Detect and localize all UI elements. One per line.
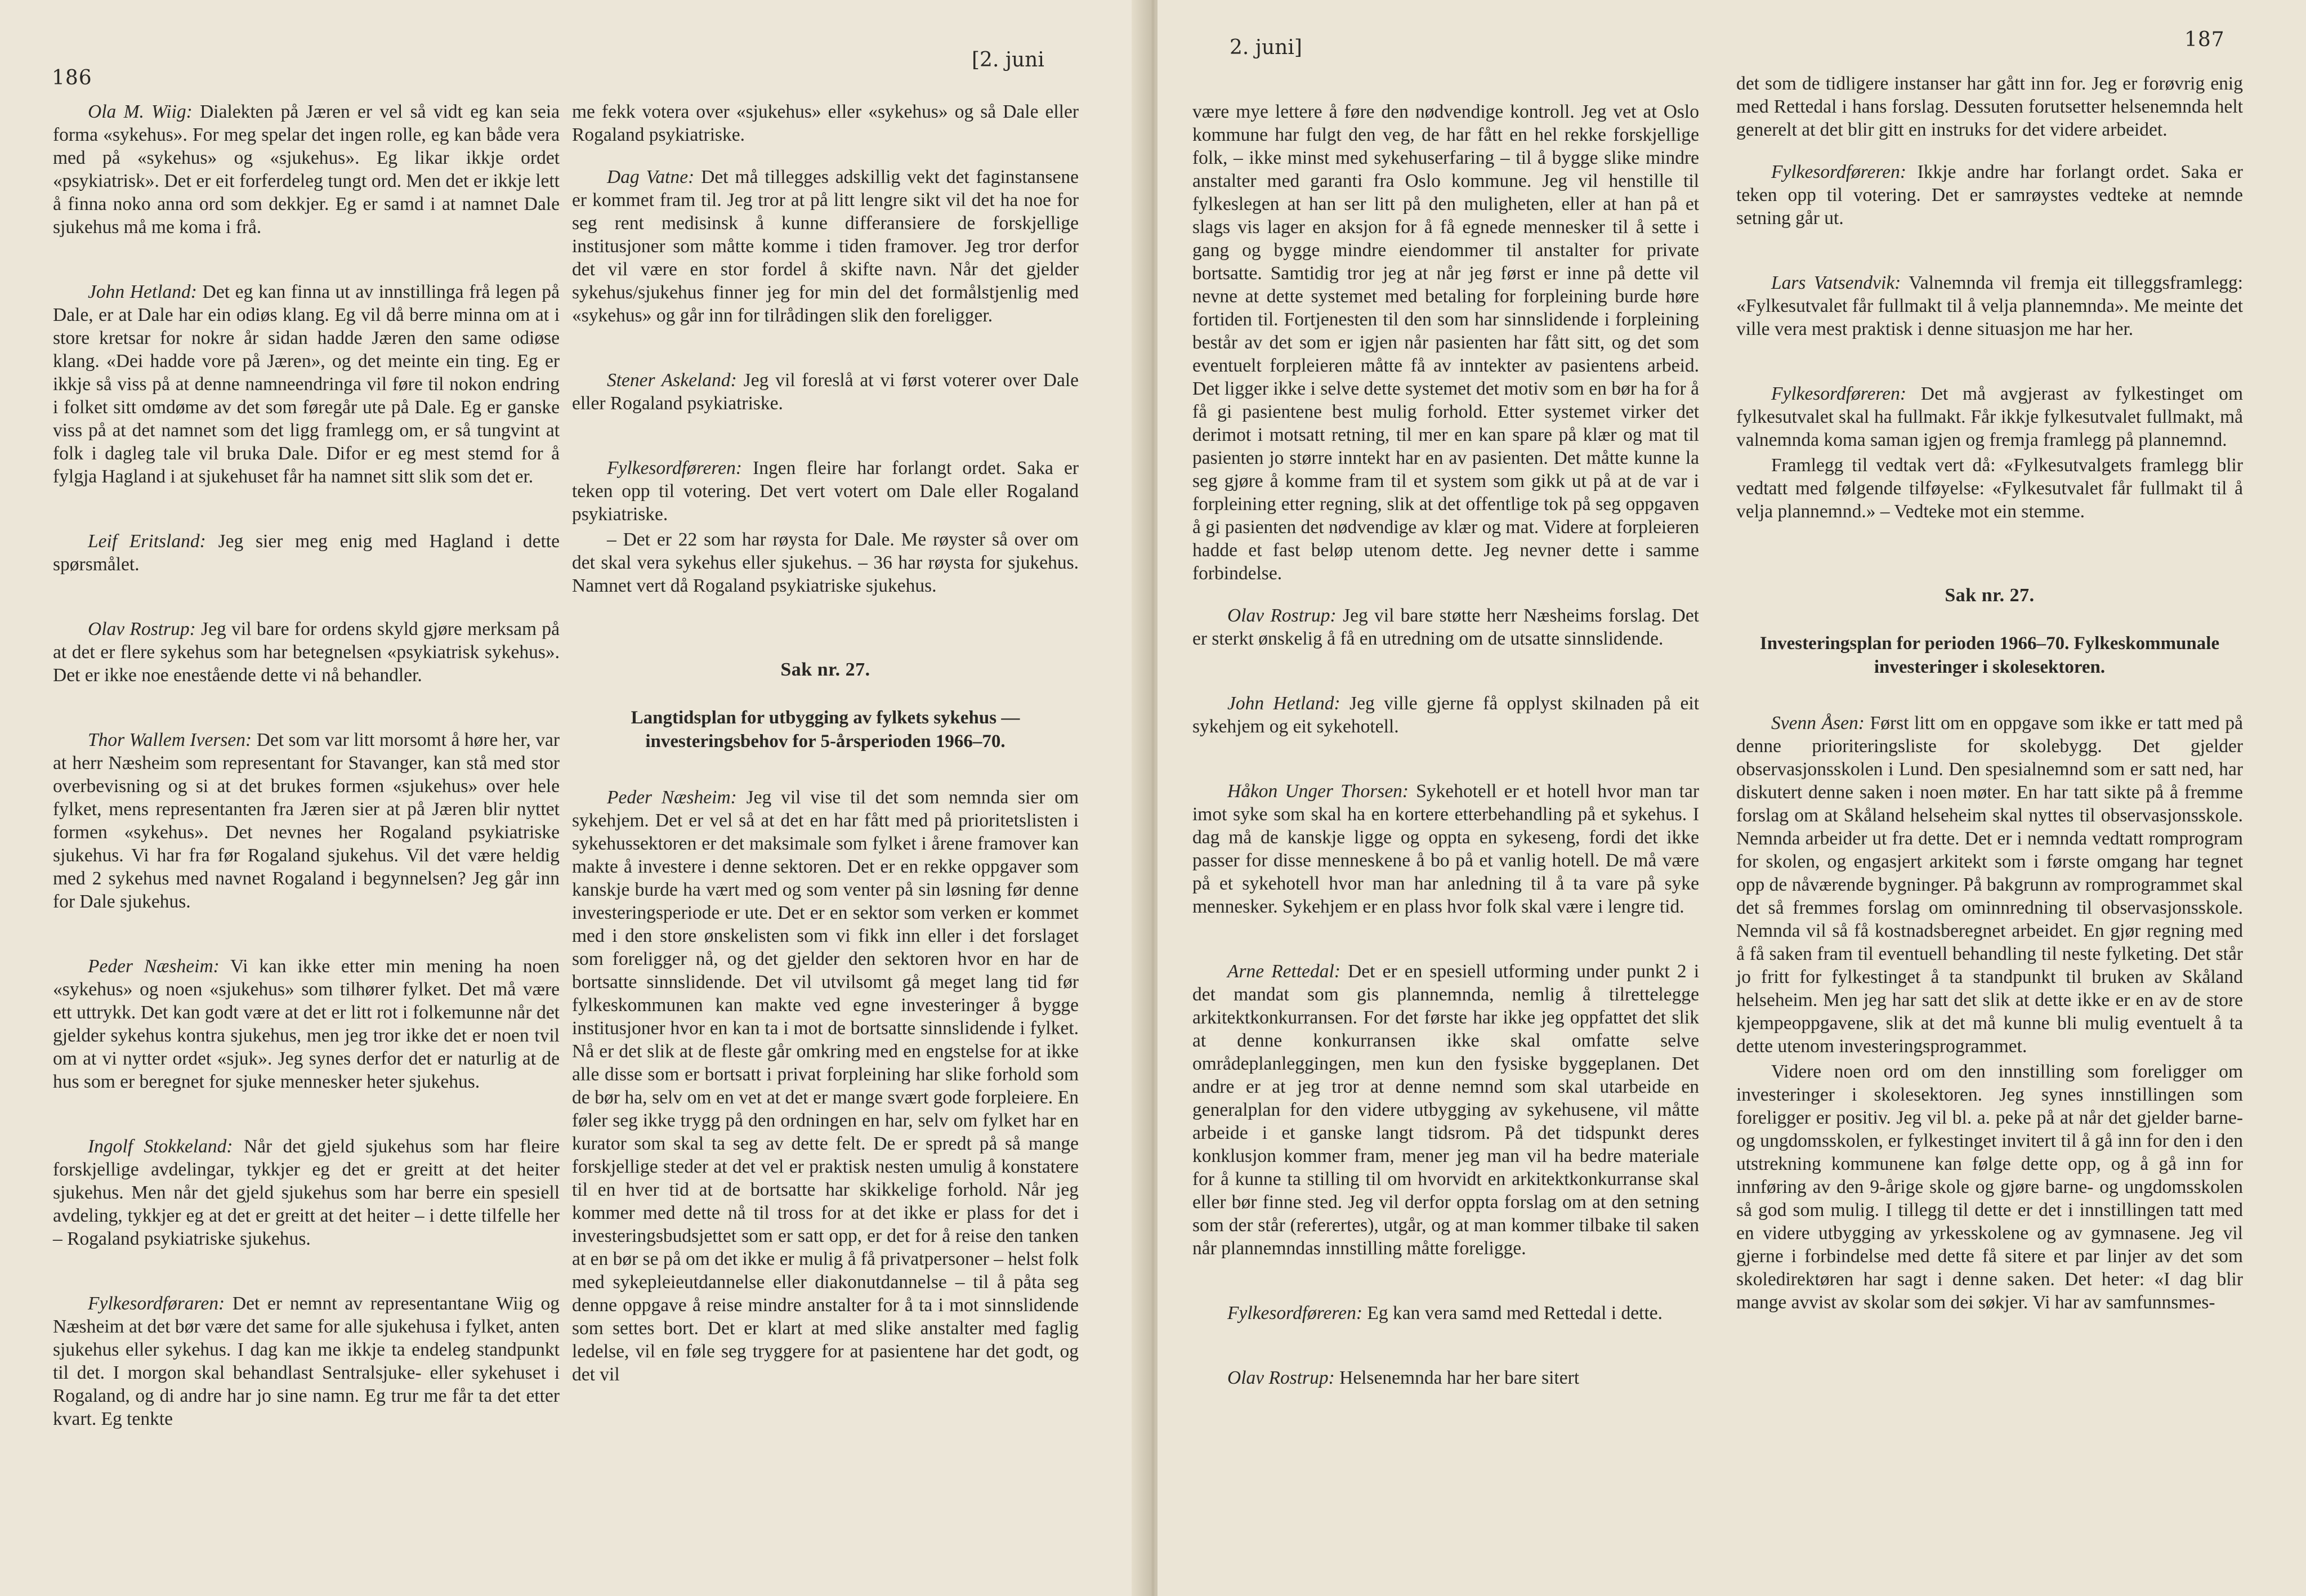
page-number: 186 <box>52 66 92 90</box>
paragraph: Videre noen ord om den innstilling som foreligger om investeringer i skolesektoren. Jeg synes innstillingen som foreligger er positiv. Jeg vil bl. a. peke på at når det gjelder barne- og ungdomsskolen, er fylkestinget invitert til å gå inn for den i den utstrekning kommunene kan følge dette opp, og å gå inn for innføring av den 9-årige skole og gjøre barne- og ungdomsskolen så god som mulig. I tillegg til dette er det i innstillingen tatt med en videre utbygging av yrkesskolene og av gymnasene. Jeg vil gjerne i forbindelse med dette få sitere et par linjer av det som skoledirektøren har sagt i denne saken. Det heter: «I dag blir mange avvist av skolar som dei søkjer. Vi har av samfunnsmes- <box>1736 1061 2243 1313</box>
sak-heading: Investeringsplan for perioden 1966–70. Fylkeskommunale investeringer i skolesektoren. <box>1759 633 2220 677</box>
speaker-name: Thor Wallem Iversen: <box>88 730 252 750</box>
speech <box>53 100 560 239</box>
speech-text: Jeg vil bare støtte herr Næsheims forslag. Det er sterkt ønskelig å få en utredning om de utsatte sinnslidende. <box>1192 605 1699 649</box>
speech <box>1192 780 1699 918</box>
speech-text: Jeg sier meg enig med Hagland i dette spørsmålet. <box>53 531 560 575</box>
speech <box>53 1135 560 1250</box>
paragraph: være mye lettere å føre den nødvendige kontroll. Jeg vet at Oslo kommune har fulgt den veg, de har fått en hel rekke forskjellige folk, – ikke minst med sykehuserfaring – til å bygge slike mindre anstalter med garanti fra Oslo kommune. Jeg vil henstille til fylkeslegen at han ser litt på den muligheten, eller at han på et slags vis lager en aksjon for å få egnede mennesker til å sette i gang og bygge mindre eiendommer til anstalter for private bortsatte. Samtidig tror jeg at når jeg først er inne på dette vil nevne at dette systemet med betaling for forpleining burde høre fortiden til. Fortjenesten til den som har sinnslidende i forpleining består av det som er igjen når pasienten har fått sitt, og det som eventuelt forpleieren måtte få av inntekter av pasientens arbeid. Det ligger ikke i selve dette systemet det motiv som en bør ha for å få gi pasientene best mulig forhold. Etter systemet virker det derimot i motsatt retning, til mer en kan spare på klær og mat til pasienten jo større inntekt har en av pasienten. Det måtte kunne la seg gjøre å komme fram til et system som gikk ut på at de var i forpleining etter regning, slik at det offentlige tok på seg oppgaven å gi pasienten det nødvendige av klær og mat. Videre at forpleieren hadde et fast beløp utenom dette. Jeg nevner dette i samme forbindelse. <box>1192 101 1699 584</box>
speech-text: Det må tillegges adskillig vekt det faginstansene er kommet fram til. Jeg tror at på litt lengre sikt vil det ha noe for seg rent medisinsk å kunne differansiere de forskjellige institusjoner som måtte komme i tiden framover. Jeg tror derfor det vil være en stor fordel å skifte navn. Når det gjelder sykehus/sjukehus finner jeg for min del det formålstjenlig med «sykehus» og går inn for tilrådingen slik den foreligger. <box>572 167 1079 326</box>
speech <box>572 457 1079 526</box>
speech <box>53 618 560 687</box>
left-column-1 <box>53 100 560 1450</box>
speaker-name: Svenn Åsen: <box>1771 713 1865 734</box>
sak-title: Sak nr. 27. <box>1945 585 2035 606</box>
running-head: [2. juni <box>972 48 1044 71</box>
speech-text: Det må avgjerast av fylkestinget om fylkesutvalet skal ha fullmakt. Får ikkje fylkesutvalet fullmakt, må valnemnda koma saman igjen og fremja framlegg på plannemnd. <box>1736 383 2244 450</box>
speaker-name: Ola M. Wiig: <box>88 101 193 122</box>
vote-result: – Det er 22 som har røysta for Dale. Me røyster så over om det skal vera sykehus eller sjukehus. – 36 har røysta for sjukehus. Namnet vert då Rogaland psykiatriske sjukehus. <box>572 529 1079 596</box>
speaker-name: Fylkesordføreren: <box>607 458 742 479</box>
speech-text: Valnemnda vil fremja eit tilleggsframlegg: «Fylkesutvalet får fullmakt til å velja plannemnda». Me meinte det ville vera mest praktisk i denne situasjon me har her. <box>1736 272 2243 339</box>
speech <box>572 166 1079 327</box>
speaker-name: Fylkesordføreren: <box>1771 162 1906 182</box>
speaker-name: Peder Næsheim: <box>88 956 220 977</box>
speech-text: Det er nemnt av representantane Wiig og Næsheim at det bør være det same for alle sjukehusa i fylket, anten sjukehus eller sykehus. I dag kan me ikkje ta endeleg standpunkt til det. I morgon skal behandlast Sentralsjuke- eller sykehuset i Rogaland, og di andre har jo sine namn. Eg trur me får ta det etter kvart. Eg tenkte <box>53 1293 560 1429</box>
speaker-name: Fylkesordføreren: <box>1227 1303 1362 1324</box>
speech-text: Først litt om en oppgave som ikke er tatt med på denne prioriteringsliste for skolebygg. Det gjelder observasjonsskolen i Lund. Den spesialnemnd som er satt ned, har diskutert denne saken i noen møter. En har tatt sikte på å fremme forslag om at Skåland helseheim skal nyttes til observasjonsskole. Nemnda arbeider ut fra dette. Det er i nemnda vedtatt romprogram for skolen, og engasjert arkitekt som i første omgang har tegnet opp de nåværende bygninger. På bakgrunn av romprogrammet skal det så fremmes forslag om ominnredning til observasjonsskole. Nemnda vil så få kostnadsberegnet arbeidet. En gjør regning med å få saken fram til eventuell behandling til neste fylketing. Det står jo fritt for fylkestinget å ta standpunkt til bruken av Skåland helseheim. Men jeg har satt det slik at dette ikke er en av de store kjempeoppgavene, slik at det må kunne bli mulig eventuelt å ta dette utenom investeringsprogrammet. <box>1736 713 2244 1057</box>
running-head: 2. juni] <box>1230 36 1302 59</box>
speech <box>53 1292 560 1430</box>
speech-text: Ikkje andre har forlangt ordet. Saka er teken opp til votering. Det er samrøystes vedteke at nemnde setning går ut. <box>1736 162 2243 229</box>
speech-text: Dialekten på Jæren er vel så vidt eg kan seia forma «sykehus». For meg spelar det ingen rolle, eg kan både vera med på «sykehus» og «sjukehus». Eg likar ikkje ordet «psykiatrisk». Det er eit forferdeleg tungt ord. Men det er ikkje lett å finna noko anna ord som dekkjer. Eg er samd i at namnet Dale sjukehus må me koma i frå. <box>53 101 560 238</box>
speech-text: Jeg vil foreslå at vi først voterer over Dale eller Rogaland psykiatriske. <box>572 370 1079 414</box>
speech <box>1736 712 2243 1058</box>
speech-text: Jeg ville gjerne få opplyst skilnaden på eit sykehjem og eit sykehotell. <box>1192 693 1700 737</box>
speaker-name: Fylkesordføreren: <box>1771 383 1906 404</box>
speaker-name: Lars Vatsendvik: <box>1771 272 1901 293</box>
speech-text: Jeg vil vise til det som nemnda sier om sykehjem. Det er vel så at det en har fått med på prioritetslisten i sykehussektoren er det maksimale som fylket i årene framover kan makte å investere i denne sektoren. Det er en rekke oppgaver som kanskje burde ha vært med og som venter på sin løsning før denne investeringsperiode er ute. Det er en sektor som verken er kommet med i den store ønskelisten som vi fikk inn eller i det forslaget som foreligger nå, og det gjelder den sektoren hvor en har de bortsatte sinnslidende. Det vil utvilsomt gå meget lang tid før fylkeskommunen kan makte ved egne investeringer å bygge institusjoner hvor en kan ta i mot de bortsatte sinnslidende i fylket. Nå er det slik at de fleste går omkring med en engstelse for at ikke alle disse som er bortsatt i privat forpleining har slike forhold som de bør ha, selv om en vet at det er mange svært gode forpleiere. En føler seg ikke trygg på den ordningen en har, selv om fylket har en kurator som skal ta seg av dette felt. De er spredt på så mange forskjellige steder at det vel er praktisk nesten umulig å konstatere til en hver tid at de bortsatte har skikkelige forhold. Når jeg kommer med dette nå til tross for at det ikke er plass for det i investeringsbudsjettet som er satt opp, er det for å reise den tanken at en bør se på om det ikke er mulig å få privatpersoner – helst folk med sykepleieutdannelse eller diakonutdannelse – til å påta seg denne oppgave å reise mindre anstalter for å ta i mot sinnslidende som settes bort. Det er klart at med slike anstalter med faglig ledelse, vil en føle seg tryggere for at pasientene har det godt, og det vil <box>572 787 1079 1385</box>
speaker-name: Peder Næsheim: <box>607 787 737 808</box>
speech <box>1736 271 2243 341</box>
speech-text: Det eg kan finna ut av innstillinga frå legen på Dale, er at Dale har ein odiøs klang. Eg vil då berre minna om at i store kretsar for nokre år sidan hadde Jæren den same odiøse klang. «Dei hadde vore på Jæren», og det meinte ein ting. Eg er ikkje så viss på at denne namneendringa vil føre til nokon endring i folket sitt omdøme av det som føregår ute på Dale. Eg er ganske viss på at det namnet som det ligg framlegg om, er så tungvint at folk i dagleg tale vil bruka Dale. Difor er eg mest stemd for å fylgja Hagland i at sjukehuset får ha namnet sitt slik som det er. <box>53 281 560 487</box>
speech <box>572 369 1079 415</box>
speech <box>53 955 560 1093</box>
speech-text: Jeg vil bare for ordens skyld gjøre merksam på at det er flere sykehus som har betegnelsen «psykiatrisk sykehus». Det er ikke noe enestående dette vi nå behandler. <box>53 619 560 686</box>
speech <box>1192 960 1699 1260</box>
speech-text: Helsenemnda har her bare sitert <box>1339 1367 1580 1388</box>
speech-text: Det er en spesiell utforming under punkt 2 i det mandat som gis plannemnda, nemlig å tilrettelegge arkitektkonkurransen. For det første har ikke jeg oppfattet det slik at denne konkurransen ikke skal omfatte selve områdeplanleggingen, men kun den fysiske byggeplanen. Det andre er at jeg tror at denne nemnd som skal utarbeide en generalplan for den videre utbygging av sykehusene, vil måtte arbeide i et ganske langt tidsrom. På det tidspunkt deres konklusjon kommer fram, mener jeg man vil ha bedre materiale for å kunne ta stilling til om hvorvidt en arkitektkonkurranse skal eller bør finne sted. Jeg vil derfor oppta forslag om at den setning som der står (referertes), utgår, og at man kommer tilbake til saken når plannemndas innstilling måtte foreligge. <box>1192 961 1700 1259</box>
sak-heading: Langtidsplan for utbygging av fylkets sykehus — investeringsbehov for 5-årsperioden 1966–70. <box>631 708 1020 752</box>
speech <box>53 728 560 913</box>
speaker-name: Leif Eritsland: <box>88 531 206 552</box>
speaker-name: John Hetland: <box>1227 693 1340 714</box>
left-column-2 <box>572 100 1079 1405</box>
speech <box>1192 692 1699 738</box>
paragraph: det som de tidligere instanser har gått inn for. Jeg er forøvrig enig med Rettedal i hans forslag. Dessuten forutsetter helsenemnda helt generelt at det blir gitt en instruks for det videre arbeidet. <box>1736 73 2243 140</box>
speech-text: Når det gjeld sjukehus som har fleire forskjellige avdelingar, tykkjer eg det er greitt at det heiter sjukehus. Men når det gjeld sjukehus som har berre ein spesiell avdeling, tykkjer eg at det er greitt at det heiter – i dette tilfelle her – Rogaland psykiatriske sjukehus. <box>53 1136 560 1249</box>
speech <box>1192 604 1699 650</box>
speaker-name: Dag Vatne: <box>607 167 695 187</box>
speech <box>1736 160 2243 230</box>
speech <box>572 786 1079 1386</box>
speech-text: Vi kan ikke etter min mening ha noen «sykehus» og noen «sjukehus» som tilhører fylket. Det må være ett uttrykk. Det kan godt være at det er litt rot i folkemunne når det gjelder sykehus kontra sjukehus, men jeg tror ikke det er noen tvil om at vi nytter ordet «sjuk». Jeg synes derfor det er naturlig at de hus som er beregnet for sjuke mennesker heter sjukehus. <box>53 956 560 1092</box>
speech <box>1736 382 2243 451</box>
sak-title: Sak nr. 27. <box>780 659 870 680</box>
speech <box>53 530 560 576</box>
right-page <box>1158 0 2306 1596</box>
speaker-name: Olav Rostrup: <box>1227 1367 1335 1388</box>
vedtak: Framlegg til vedtak vert då: «Fylkesutvalgets framlegg blir vedtatt med følgende tilføyelse: «Fylkesutvalet får fullmakt til å velja plannemnd.» – Vedteke mot ein stemme. <box>1736 455 2243 522</box>
page-number: 187 <box>2184 28 2225 51</box>
speech <box>1192 1366 1699 1389</box>
speech <box>1192 1302 1699 1325</box>
speech-text: Det som var litt morsomt å høre her, var at herr Næsheim som representant for Stavanger, kan stå med stor overbevisning og si at det brukes formen «sjukehus» over hele fylket, mens representanten fra Jæren sier at på Jæren blir nyttet formen «sykehus». Det nevnes her Rogaland psykiatriske sjukehus. Vi har fra før Rogaland sjukehus. Vil det være heldig med 2 sykehus med navnet Rogaland i begynnelsen? Jeg går inn for Dale sjukehus. <box>53 730 560 912</box>
speaker-name: Olav Rostrup: <box>88 619 196 640</box>
right-column-1 <box>1192 100 1699 1409</box>
speech-text: Ingen fleire har forlangt ordet. Saka er teken opp til votering. Det vert votert om Dale eller Rogaland psykiatriske. <box>572 458 1079 525</box>
speech-text: Sykehotell er et hotell hvor man tar imot syke som skal ha en kortere etterbehandling på et sykehus. I dag må de kanskje ligge og oppta en sykeseng, fordi det ikke passer for disse menneskene å bo på et vanlig hotell. De må være på et sykehotell hvor man har anledning til å ta vare på syke mennesker. Sykehjem er en plass hvor folk skal være i lengre tid. <box>1192 781 1700 917</box>
speaker-name: Ingolf Stokkeland: <box>88 1136 233 1157</box>
speech-text: Eg kan vera samd med Rettedal i dette. <box>1367 1303 1663 1324</box>
speaker-name: Stener Askeland: <box>607 370 737 391</box>
right-column-2 <box>1736 72 2243 1333</box>
speaker-name: Olav Rostrup: <box>1227 605 1337 626</box>
left-page <box>0 0 1148 1596</box>
speaker-name: Arne Rettedal: <box>1227 961 1340 982</box>
paragraph: me fekk votera over «sjukehus» eller «sykehus» og så Dale eller Rogaland psykiatriske. <box>572 101 1079 145</box>
speaker-name: Fylkesordføraren: <box>88 1293 225 1314</box>
speech <box>53 280 560 488</box>
speaker-name: Håkon Unger Thorsen: <box>1227 781 1409 802</box>
speaker-name: John Hetland: <box>88 281 197 302</box>
